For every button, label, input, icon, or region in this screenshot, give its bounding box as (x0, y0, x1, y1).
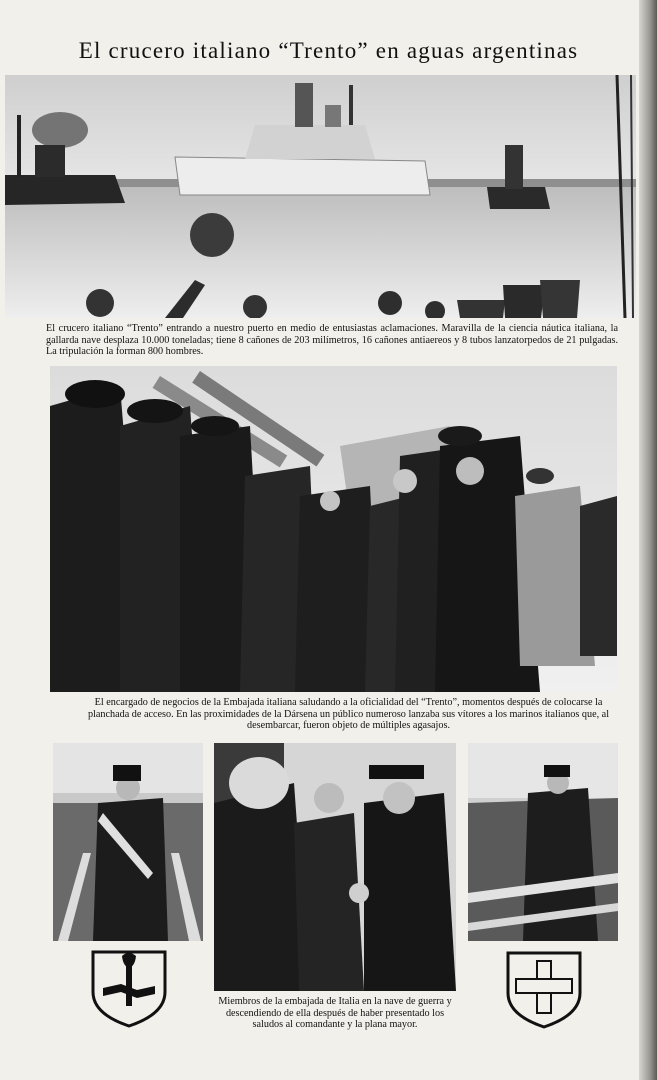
officers-photo (50, 366, 617, 692)
cruiser-photo (5, 75, 636, 318)
handshake-torch-shield-icon (89, 948, 169, 1028)
handshake-caption: Miembros de la embajada de Italia en la nave de guerra y descendiendo de ella después de haber presentado los saludos al comandante y la plana mayor. (218, 996, 452, 1030)
cross-shield-icon (504, 949, 584, 1029)
handshake-photo (214, 743, 456, 991)
cruiser-caption: El crucero italiano “Trento” entrando a nuestro puerto en medio de entusiastas aclamaciones. Maravilla de la ciencia náutica italiana, la gallarda nave desplaza 10.000 toneladas; tiene 8 cañones de 203 milímetros, 16 cañones antiaereos y 8 tubos lanzatorpedos de 21 pulgadas. La tripulación la forman 800 hombres. (46, 323, 618, 357)
gangway-photo (53, 743, 203, 941)
salute-photo (468, 743, 618, 941)
page-edge (639, 0, 657, 1080)
page-title: El crucero italiano “Trento” en aguas argentinas (78, 38, 579, 63)
officers-caption: El encargado de negocios de la Embajada italiana saludando a la oficialidad del “Trento”, momentos después de colocarse la planchada de acceso. En las proximidades de la Dársena un público numeroso lanzaba sus vítores a los marinos italianos que, al desembarcar, fueron objeto de múltiples agasajos. (87, 697, 610, 731)
